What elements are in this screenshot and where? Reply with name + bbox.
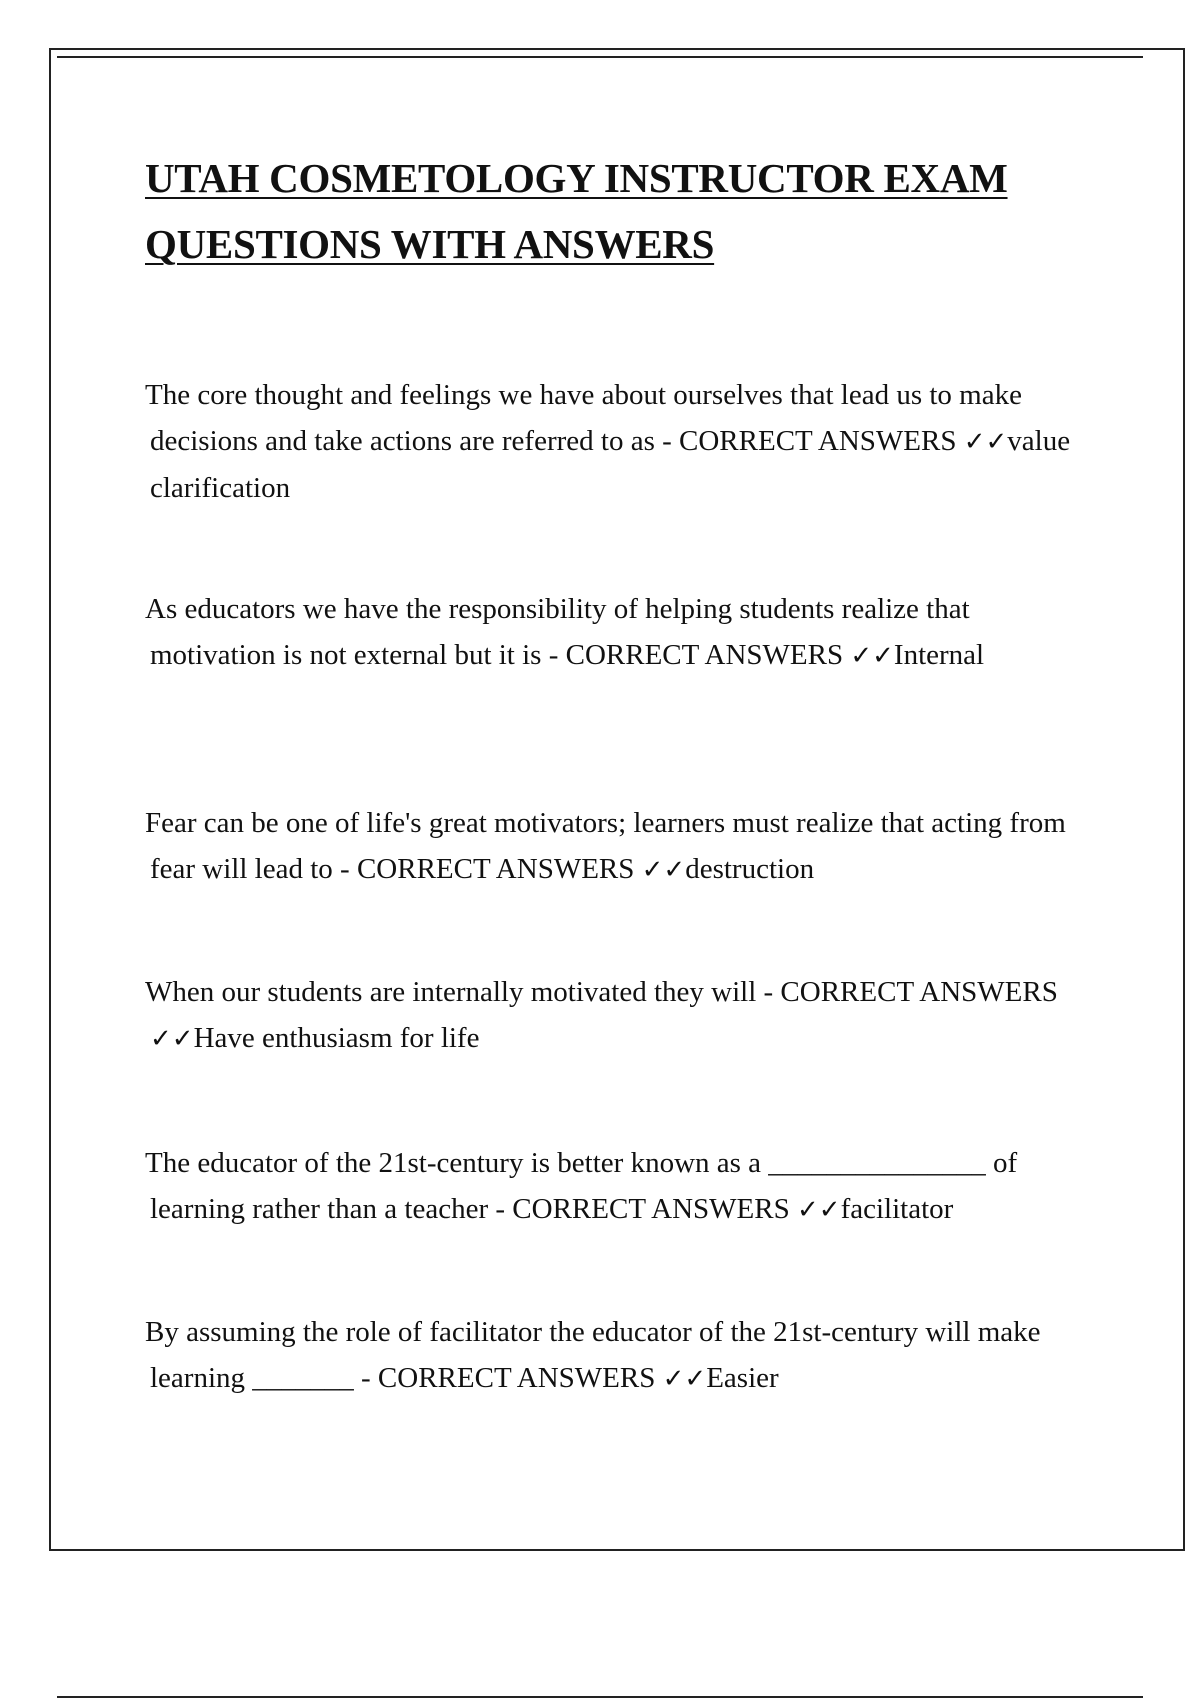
question-text: The core thought and feelings we have about ourselves that lead us to make decisions and take actions are referred to as [145, 379, 1022, 457]
double-check-icon: ✓✓ [797, 1195, 841, 1225]
answer-label: - CORRECT ANSWERS [495, 1193, 790, 1225]
qa-item-1 [145, 372, 1100, 511]
answer-label: - CORRECT ANSWERS [361, 1362, 656, 1394]
answer-text: Internal [893, 639, 985, 671]
qa-item-5 [145, 1140, 1100, 1233]
qa-item-4 [145, 969, 1100, 1062]
title-line-2: QUESTIONS WITH ANSWERS [145, 221, 715, 267]
double-check-icon: ✓✓ [150, 1024, 194, 1054]
answer-text: destruction [685, 853, 815, 885]
qa-item-6 [145, 1309, 1100, 1402]
question-text: As educators we have the responsibility of helping students realize that motivation is not external but it is [145, 593, 970, 671]
question-text: Fear can be one of life's great motivators; learners must realize that acting from fear will lead to [145, 807, 1066, 885]
qa-item-2 [145, 586, 1100, 679]
qa-item-3 [145, 800, 1100, 893]
question-text: When our students are internally motivated they will [145, 976, 757, 1008]
title-line-1: UTAH COSMETOLOGY INSTRUCTOR EXAM [145, 155, 1008, 201]
answer-label: - CORRECT ANSWERS [340, 853, 635, 885]
question-text: By assuming the role of facilitator the educator of the 21st-century will make learning _______ [145, 1316, 1041, 1394]
answer-text: Easier [706, 1362, 779, 1394]
double-check-icon: ✓✓ [963, 427, 1008, 457]
answer-label: - CORRECT ANSWERS [548, 639, 844, 671]
document-title [145, 145, 1085, 277]
bottom-rule [57, 1696, 1143, 1698]
double-check-icon: ✓✓ [641, 855, 686, 885]
answer-label: - CORRECT ANSWERS [763, 976, 1058, 1008]
top-rule [57, 56, 1143, 58]
answer-text: Have enthusiasm for life [193, 1022, 480, 1054]
answer-label: - CORRECT ANSWERS [662, 425, 957, 457]
double-check-icon: ✓✓ [850, 641, 894, 671]
double-check-icon: ✓✓ [662, 1364, 707, 1394]
answer-text: facilitator [840, 1193, 954, 1225]
answer-text: value clarification [150, 425, 1071, 504]
question-text: The educator of the 21st-century is better known as a _______________ of learning rather than a teacher [145, 1147, 1018, 1225]
